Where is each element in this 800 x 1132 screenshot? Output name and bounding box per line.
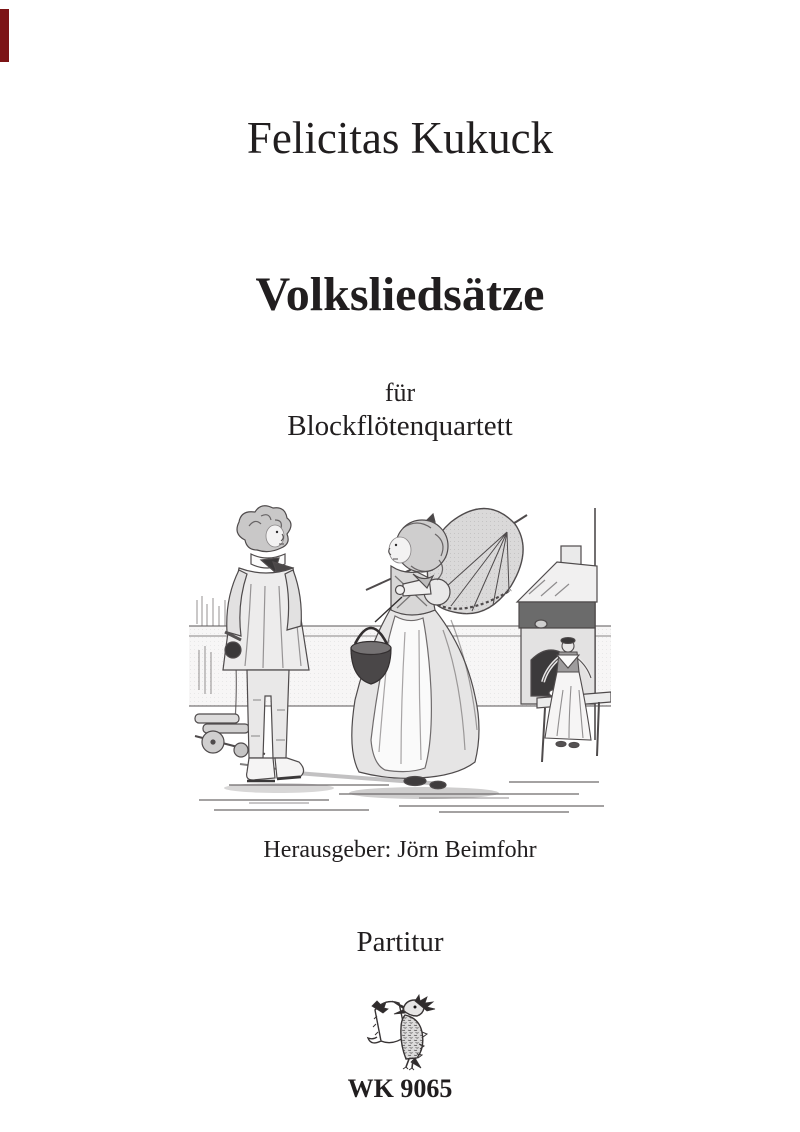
catalog-number: WK 9065 [347,1074,453,1103]
subtitle-for: für [384,378,416,407]
left-edge-red-scan-mark [0,9,9,62]
woodpecker-logo-svg [359,994,441,1072]
boy-figure [223,506,309,781]
score-type-label: Partitur [356,926,444,958]
subtitle-ensemble: Blockflötenquartett [287,410,513,442]
editor-line: Herausgeber: Jörn Beimfohr [263,837,537,863]
work-title: Volksliedsätze [255,268,545,321]
children-engraving-illustration [189,500,611,815]
composer-name: Felicitas Kukuck [246,113,554,163]
engraving-illustration-svg [189,500,611,815]
woodpecker-publisher-logo [359,994,441,1072]
